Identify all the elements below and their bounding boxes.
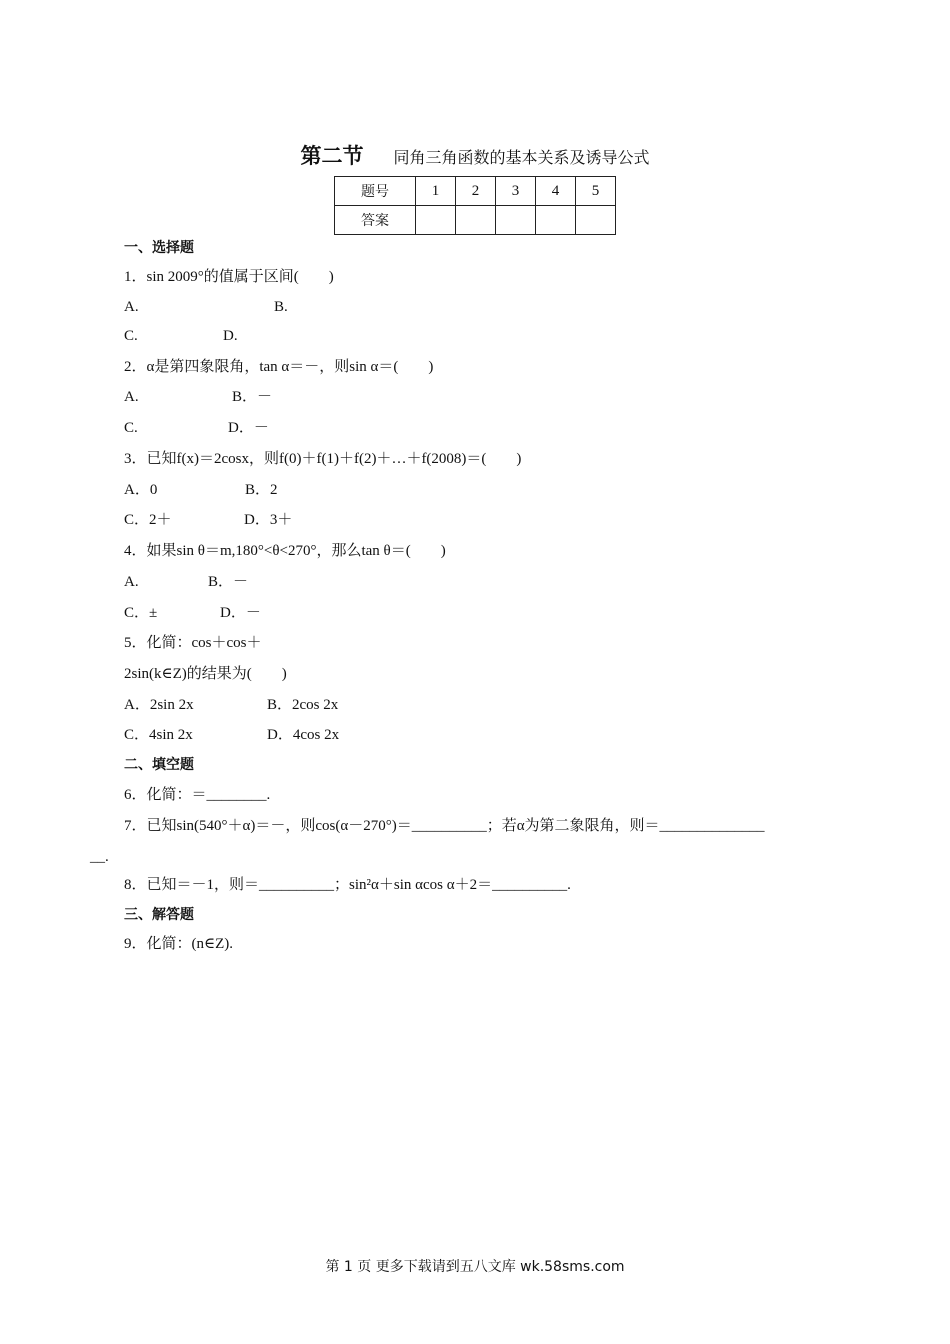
question-number-cell: 1 bbox=[416, 177, 456, 206]
q4-option-c: C．± bbox=[124, 605, 158, 621]
question-8: 8．已知＝－1，则＝__________；sin²α＋sin αcos α＋2＝__________. bbox=[124, 877, 571, 893]
question-number-cell: 4 bbox=[536, 177, 576, 206]
q1-option-b: B. bbox=[274, 299, 288, 315]
answer-cell[interactable] bbox=[456, 206, 496, 235]
question-7: 7．已知sin(540°＋α)＝－，则cos(α－270°)＝__________；若α为第二象限角，则＝______________ bbox=[124, 818, 765, 834]
page-footer: 第 1 页 更多下载请到五八文库 wk.58sms.com bbox=[325, 1259, 625, 1275]
answer-table-number-row bbox=[335, 177, 616, 206]
q3-option-b: B．2 bbox=[245, 482, 278, 498]
q5-option-d: D．4cos 2x bbox=[267, 727, 340, 743]
q5-option-c: C．4sin 2x bbox=[124, 727, 193, 743]
question-3: 3．已知f(x)＝2cosx，则f(0)＋f(1)＋f(2)＋…＋f(2008)＝( ) bbox=[124, 451, 522, 467]
q3-option-d: D．3＋ bbox=[244, 512, 293, 528]
answer-cell[interactable] bbox=[496, 206, 536, 235]
section-heading: 第二节 bbox=[300, 144, 364, 168]
q1-option-d: D. bbox=[223, 328, 238, 344]
section-heading-choice: 一、选择题 bbox=[124, 240, 194, 256]
answer-header: 答案 bbox=[335, 206, 416, 235]
question-5-continued: 2sin(k∈Z)的结果为( ) bbox=[124, 666, 287, 682]
section-heading-fill: 二、填空题 bbox=[124, 757, 194, 773]
question-1: 1．sin 2009°的值属于区间( ) bbox=[124, 269, 334, 285]
q3-option-a: A．0 bbox=[124, 482, 158, 498]
q4-option-b: B．－ bbox=[208, 574, 249, 590]
q1-option-c: C. bbox=[124, 328, 138, 344]
answer-cell[interactable] bbox=[576, 206, 616, 235]
answer-cell[interactable] bbox=[536, 206, 576, 235]
question-6: 6．化简：＝________. bbox=[124, 787, 271, 803]
q4-option-a: A. bbox=[124, 574, 139, 590]
question-number-header: 题号 bbox=[335, 177, 416, 206]
q3-option-c: C．2＋ bbox=[124, 512, 172, 528]
question-2: 2．α是第四象限角，tan α＝－，则sin α＝( ) bbox=[124, 359, 434, 375]
question-4: 4．如果sin θ＝m,180°<θ<270°，那么tan θ＝( ) bbox=[124, 543, 446, 559]
q2-option-d: D．－ bbox=[228, 420, 269, 436]
page-title bbox=[0, 140, 950, 170]
q5-option-a: A．2sin 2x bbox=[124, 697, 194, 713]
q2-option-c: C. bbox=[124, 420, 138, 436]
answer-cell[interactable] bbox=[416, 206, 456, 235]
answer-table-answer-row bbox=[335, 206, 616, 235]
section-heading-solve: 三、解答题 bbox=[124, 907, 194, 923]
q1-option-a: A. bbox=[124, 299, 139, 315]
answer-table bbox=[334, 176, 616, 235]
q4-option-d: D．－ bbox=[220, 605, 261, 621]
question-number-cell: 2 bbox=[456, 177, 496, 206]
question-number-cell: 3 bbox=[496, 177, 536, 206]
q2-option-b: B．－ bbox=[232, 389, 273, 405]
question-5: 5．化简：cos＋cos＋ bbox=[124, 635, 262, 651]
question-9: 9．化简：(n∈Z). bbox=[124, 936, 234, 952]
q5-option-b: B．2cos 2x bbox=[267, 697, 339, 713]
question-number-cell: 5 bbox=[576, 177, 616, 206]
question-7-continued: __. bbox=[90, 849, 109, 865]
q2-option-a: A. bbox=[124, 389, 139, 405]
section-subtitle: 同角三角函数的基本关系及诱导公式 bbox=[393, 150, 650, 167]
